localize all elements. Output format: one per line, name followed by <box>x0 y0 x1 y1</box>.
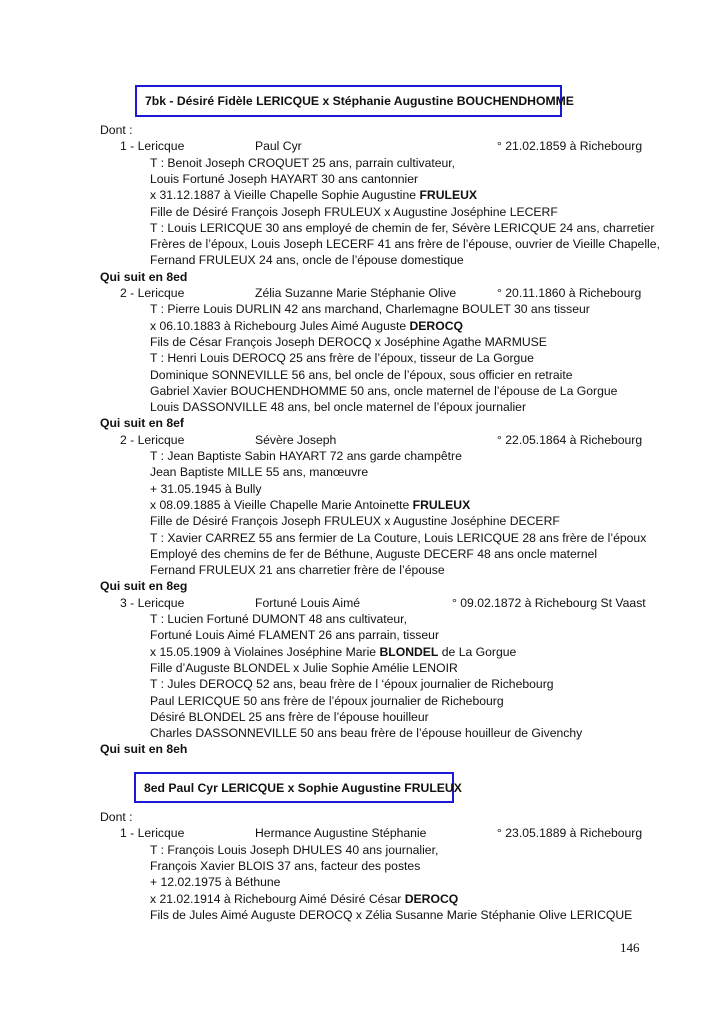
child-number: 1 - Lericque <box>120 826 185 841</box>
detail-line <box>150 891 458 907</box>
detail-text: Fortuné Louis Aimé FLAMENT 26 ans parrain, tisseur <box>150 628 440 643</box>
detail-text: Paul LERICQUE 50 ans frère de l’époux journalier de Richebourg <box>150 693 504 708</box>
spouse-surname: FRULEUX <box>412 497 471 512</box>
spouse-surname: BLONDEL <box>379 644 439 659</box>
detail-line <box>150 546 597 562</box>
detail-text: + 12.02.1975 à Béthune <box>150 875 281 890</box>
detail-line <box>150 399 526 415</box>
detail-text: Désiré BLONDEL 25 ans frère de l’épouse houilleur <box>150 709 429 724</box>
detail-text: x 21.02.1914 à Richebourg Aimé Désiré César <box>150 891 405 906</box>
detail-line <box>150 842 438 858</box>
detail-line <box>150 187 477 203</box>
detail-text: T : Lucien Fortuné DUMONT 48 ans cultivateur, <box>150 612 407 626</box>
detail-line <box>150 858 420 874</box>
section-title-8ed: 8ed Paul Cyr LERICQUE x Sophie Augustine FRULEUX <box>134 772 454 803</box>
detail-text: T : Jules DEROCQ 52 ans, beau frère de l ‘époux journalier de Richebourg <box>150 677 554 692</box>
child-number: 2 - Lericque <box>120 432 185 447</box>
child-name: Zélia Suzanne Marie Stéphanie Olive <box>255 286 457 300</box>
detail-text: Fils de Jules Aimé Auguste DEROCQ x Zélia Susanne Marie Stéphanie Olive LERICQUE <box>150 907 633 922</box>
detail-line <box>150 627 439 643</box>
detail-line <box>150 562 445 578</box>
detail-text: T : Louis LERICQUE 30 ans employé de chemin de fer, Sévère LERICQUE 24 ans, charretier <box>150 220 655 235</box>
detail-text: Fils de César François Joseph DEROCQ x Joséphine Agathe MARMUSE <box>150 334 547 349</box>
detail-text: Fille de Désiré François Joseph FRULEUX x Augustine Joséphine DECERF <box>150 514 560 529</box>
detail-text: + 31.05.1945 à Bully <box>150 481 262 496</box>
detail-text: x 06.10.1883 à Richebourg Jules Aimé Auguste <box>150 318 410 333</box>
detail-text: T : Pierre Louis DURLIN 42 ans marchand, Charlemagne BOULET 30 ans tisseur <box>150 302 590 317</box>
detail-text: Frères de l’époux, Louis Joseph LECERF 41 ans frère de l’épouse, ouvrier de Vieille Chapelle, <box>150 237 660 252</box>
page-number: 146 <box>620 940 640 955</box>
detail-text: Employé des chemins de fer de Béthune, Auguste DECERF 48 ans oncle maternel <box>150 546 598 561</box>
detail-text: Fernand FRULEUX 21 ans charretier frère de l’épouse <box>150 563 445 578</box>
detail-line <box>150 236 660 252</box>
detail-line <box>150 513 560 529</box>
detail-line <box>150 725 582 741</box>
detail-text: Jean Baptiste MILLE 55 ans, manœuvre <box>150 465 369 480</box>
detail-line <box>150 334 547 350</box>
detail-text: Louis Fortuné Joseph HAYART 30 ans cantonnier <box>150 171 419 186</box>
dont-label: Dont : <box>100 810 133 824</box>
follow-reference: Qui suit en 8ef <box>100 416 184 431</box>
child-number: 1 - Lericque <box>120 139 185 154</box>
detail-line <box>150 709 429 725</box>
detail-line <box>150 530 646 546</box>
detail-line <box>150 874 280 890</box>
spouse-surname: DEROCQ <box>409 318 463 333</box>
detail-text: François Xavier BLOIS 37 ans, facteur des postes <box>150 858 421 873</box>
spouse-surname: FRULEUX <box>419 188 478 203</box>
detail-text: Fille d’Auguste BLONDEL x Julie Sophie Amélie LENOIR <box>150 660 458 675</box>
detail-line <box>150 318 463 334</box>
detail-line <box>150 204 558 220</box>
detail-text: T : Jean Baptiste Sabin HAYART 72 ans garde champêtre <box>150 449 462 463</box>
detail-line <box>150 448 462 464</box>
detail-text: Fernand FRULEUX 24 ans, oncle de l’épouse domestique <box>150 253 464 268</box>
follow-reference: Qui suit en 8eh <box>100 742 188 757</box>
child-birth: ° 21.02.1859 à Richebourg <box>497 139 643 154</box>
detail-text: T : Benoit Joseph CROQUET 25 ans, parrain cultivateur, <box>150 155 456 170</box>
child-name: Fortuné Louis Aimé <box>255 595 361 610</box>
detail-text: Charles DASSONNEVILLE 50 ans beau frère de l’épouse houilleur de Givenchy <box>150 726 583 741</box>
detail-line <box>150 481 261 497</box>
child-name: Hermance Augustine Stéphanie <box>255 826 427 841</box>
detail-text: Fille de Désiré François Joseph FRULEUX x Augustine Joséphine LECERF <box>150 204 558 219</box>
detail-line <box>150 660 458 676</box>
child-name: Paul Cyr <box>255 139 302 154</box>
detail-line <box>150 497 470 513</box>
detail-line <box>150 693 504 709</box>
detail-line <box>150 220 654 236</box>
detail-text: Gabriel Xavier BOUCHENDHOMME 50 ans, oncle maternel de l’épouse de La Gorgue <box>150 383 618 398</box>
follow-reference: Qui suit en 8ed <box>100 269 188 284</box>
detail-line <box>150 383 617 399</box>
detail-text: x 15.05.1909 à Violaines Joséphine Marie <box>150 644 380 659</box>
child-number: 2 - Lericque <box>120 286 185 300</box>
detail-text: x 31.12.1887 à Vieille Chapelle Sophie Augustine <box>150 188 420 203</box>
detail-text: Louis DASSONVILLE 48 ans, bel oncle maternel de l’époux journalier <box>150 400 526 415</box>
dont-label: Dont : <box>100 123 133 137</box>
detail-line <box>150 676 554 692</box>
detail-text: T : Xavier CARREZ 55 ans fermier de La Couture, Louis LERICQUE 28 ans frère de l’époux <box>150 530 647 545</box>
follow-reference: Qui suit en 8eg <box>100 579 188 594</box>
detail-text: x 08.09.1885 à Vieille Chapelle Marie Antoinette <box>150 497 413 512</box>
detail-line <box>150 644 516 660</box>
detail-line <box>150 301 590 317</box>
detail-line <box>150 907 632 923</box>
detail-line <box>150 464 368 480</box>
detail-text: T : Henri Louis DEROCQ 25 ans frère de l’époux, tisseur de La Gorgue <box>150 351 534 366</box>
child-number: 3 - Lericque <box>120 595 185 610</box>
child-birth: ° 22.05.1864 à Richebourg <box>497 432 643 447</box>
detail-line <box>150 252 464 268</box>
detail-line <box>150 155 455 171</box>
detail-text: T : François Louis Joseph DHULES 40 ans journalier, <box>150 842 439 857</box>
spouse-surname: DEROCQ <box>404 891 459 906</box>
detail-line <box>150 350 534 366</box>
detail-text: de La Gorgue <box>438 644 517 659</box>
detail-line <box>150 611 407 627</box>
child-birth: ° 20.11.1860 à Richebourg <box>497 286 642 300</box>
detail-line <box>150 367 573 383</box>
child-name: Sévère Joseph <box>255 432 337 447</box>
detail-line <box>150 171 418 187</box>
detail-text: Dominique SONNEVILLE 56 ans, bel oncle de l’époux, sous officier en retraite <box>150 367 573 382</box>
child-birth: ° 09.02.1872 à Richebourg St Vaast <box>452 595 646 610</box>
child-birth: ° 23.05.1889 à Richebourg <box>497 826 643 841</box>
section-title-7bk: 7bk - Désiré Fidèle LERICQUE x Stéphanie Augustine BOUCHENDHOMME <box>135 85 562 117</box>
